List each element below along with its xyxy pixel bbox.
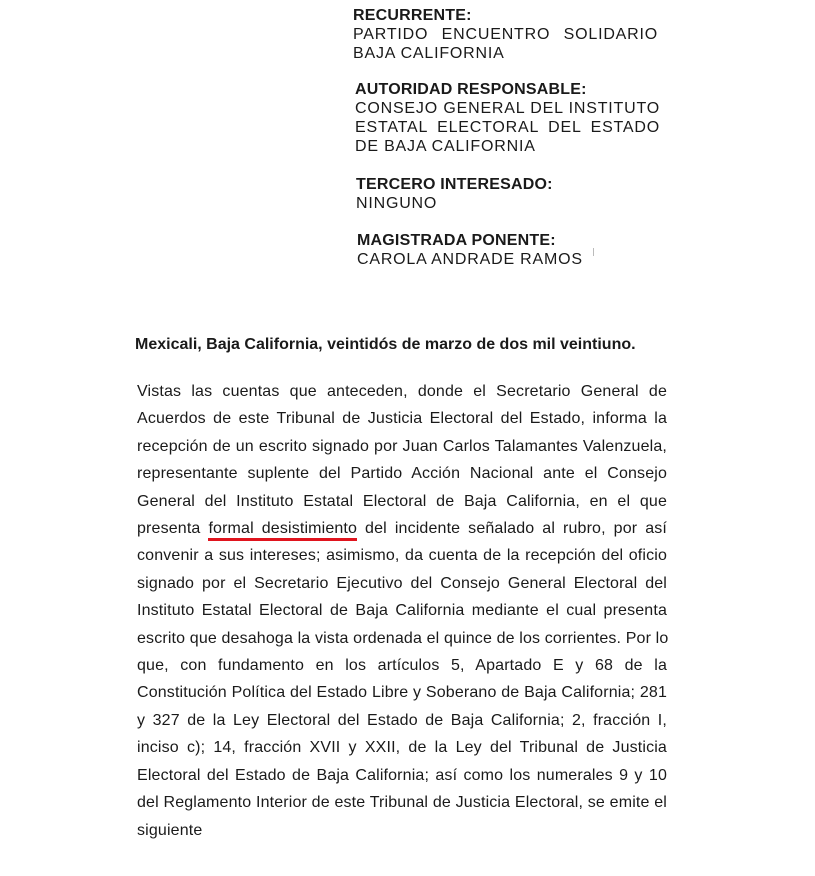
body-line: Electoral del Estado de Baja California; así como los numerales 9 y 10 [137, 766, 667, 784]
autoridad-line-1: CONSEJO GENERAL DEL INSTITUTO [355, 100, 660, 117]
header-magistrada [357, 231, 662, 269]
body-line-highlighted [137, 515, 667, 542]
header-tercero [356, 175, 661, 213]
body-line: Constitución Política del Estado Libre y Soberano de Baja California; 281 [137, 684, 667, 702]
tercero-label: TERCERO INTERESADO: [356, 176, 553, 193]
body-line: convenir a sus intereses; asimismo, da cuenta de la recepción del oficio [137, 547, 667, 565]
autoridad-line-2: ESTATAL ELECTORAL DEL ESTADO [355, 119, 660, 136]
tercero-line-1: NINGUNO [356, 195, 438, 212]
body-line: Instituto Estatal Electoral de Baja California mediante el cual presenta [137, 602, 667, 620]
body-line: Acuerdos de este Tribunal de Justicia Electoral del Estado, informa la [137, 410, 667, 428]
magistrada-label: MAGISTRADA PONENTE: [357, 232, 556, 249]
body-line: recepción de un escrito signado por Juan Carlos Talamantes Valenzuela, [137, 437, 667, 455]
header-autoridad [355, 80, 660, 156]
date-line: Mexicali, Baja California, veintidós de marzo de dos mil veintiuno. [135, 336, 636, 353]
body-line: siguiente [137, 821, 203, 839]
body-text-segment: del incidente señalado al rubro, por así [357, 520, 667, 538]
recurrente-line-2: BAJA CALIFORNIA [353, 45, 505, 62]
autoridad-label: AUTORIDAD RESPONSABLE: [355, 81, 587, 98]
recurrente-line-1: PARTIDO ENCUENTRO SOLIDARIO [353, 26, 658, 43]
body-line: signado por el Secretario Ejecutivo del Consejo General Electoral del [137, 574, 667, 592]
underlined-phrase: formal desistimiento [208, 520, 357, 541]
body-line: que, con fundamento en los artículos 5, Apartado E y 68 de la [137, 657, 667, 675]
body-line: inciso c); 14, fracción XVII y XXII, de la Ley del Tribunal de Justicia [137, 739, 667, 757]
magistrada-line-1: CAROLA ANDRADE RAMOS [357, 251, 583, 268]
body-line: General del Instituto Estatal Electoral de Baja California, en el que [137, 492, 667, 510]
body-line: del Reglamento Interior de este Tribunal de Justicia Electoral, se emite el [137, 794, 667, 812]
body-line: y 327 de la Ley Electoral del Estado de Baja California; 2, fracción I, [137, 711, 667, 729]
body-line: escrito que desahoga la vista ordenada el quince de los corrientes. Por lo [137, 629, 669, 647]
body-text-segment: presenta [137, 520, 209, 538]
body-line: Vistas las cuentas que anteceden, donde el Secretario General de [137, 383, 667, 400]
autoridad-line-3: DE BAJA CALIFORNIA [355, 138, 536, 155]
header-recurrente [353, 6, 658, 63]
scan-artifact-mark [593, 248, 594, 256]
body-line: representante suplente del Partido Acción Nacional ante el Consejo [137, 465, 667, 483]
body-paragraph [137, 378, 667, 844]
recurrente-label: RECURRENTE: [353, 7, 472, 24]
